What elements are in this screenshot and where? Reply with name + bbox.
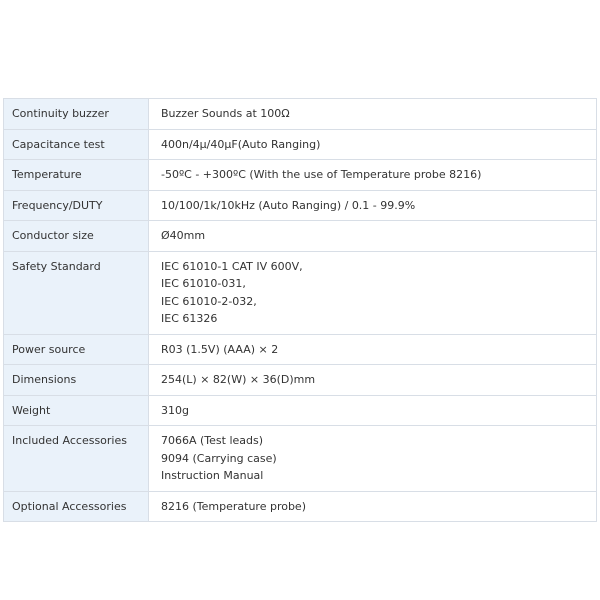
table-row — [4, 221, 597, 252]
spec-value — [149, 129, 597, 160]
spec-value — [149, 190, 597, 221]
table-row — [4, 395, 597, 426]
spec-label: Included Accessories — [4, 426, 149, 492]
spec-label: Capacitance test — [4, 129, 149, 160]
spec-value-line: 10/100/1k/10kHz (Auto Ranging) / 0.1 - 99.9% — [161, 198, 416, 212]
spec-value-line: 7066A (Test leads) — [161, 434, 264, 447]
table-row — [4, 334, 597, 365]
spec-value-line: IEC 61010-031, — [161, 277, 246, 290]
spec-value — [149, 334, 597, 365]
table-row — [4, 426, 597, 492]
spec-value-line: R03 (1.5V) (AAA) × 2 — [161, 342, 279, 356]
spec-label: Frequency/DUTY — [4, 190, 149, 221]
spec-value-line: Ø40mm — [161, 229, 206, 242]
table-row — [4, 365, 597, 396]
spec-value-line: Instruction Manual — [161, 469, 264, 482]
spec-value — [149, 365, 597, 396]
spec-table — [3, 98, 597, 522]
spec-label: Conductor size — [4, 221, 149, 252]
table-row — [4, 251, 597, 334]
table-row — [4, 99, 597, 130]
spec-label: Dimensions — [4, 365, 149, 396]
spec-value — [149, 426, 597, 492]
spec-value — [149, 395, 597, 426]
table-row — [4, 491, 597, 522]
spec-value-line: IEC 61326 — [161, 312, 218, 325]
table-row — [4, 160, 597, 191]
spec-value-line: 254(L) × 82(W) × 36(D)mm — [161, 373, 316, 386]
spec-value-line: 8216 (Temperature probe) — [161, 499, 306, 513]
spec-value — [149, 99, 597, 130]
spec-value — [149, 491, 597, 522]
spec-value-line: IEC 61010-1 CAT IV 600V, — [161, 259, 303, 273]
spec-label: Weight — [4, 395, 149, 426]
table-row — [4, 190, 597, 221]
spec-value-line: IEC 61010-2-032, — [161, 294, 257, 308]
spec-label: Power source — [4, 334, 149, 365]
spec-label: Safety Standard — [4, 251, 149, 334]
spec-value-line: Buzzer Sounds at 100Ω — [161, 107, 290, 120]
spec-value-line: -50ºC - +300ºC (With the use of Temperature probe 8216) — [161, 168, 482, 181]
table-row — [4, 129, 597, 160]
spec-label: Optional Accessories — [4, 491, 149, 522]
spec-value-line: 400n/4μ/40μF(Auto Ranging) — [161, 137, 321, 151]
spec-label: Temperature — [4, 160, 149, 191]
spec-value — [149, 221, 597, 252]
spec-value-line: 310g — [161, 403, 189, 417]
spec-value — [149, 251, 597, 334]
spec-value — [149, 160, 597, 191]
spec-label: Continuity buzzer — [4, 99, 149, 130]
spec-value-line: 9094 (Carrying case) — [161, 451, 277, 465]
